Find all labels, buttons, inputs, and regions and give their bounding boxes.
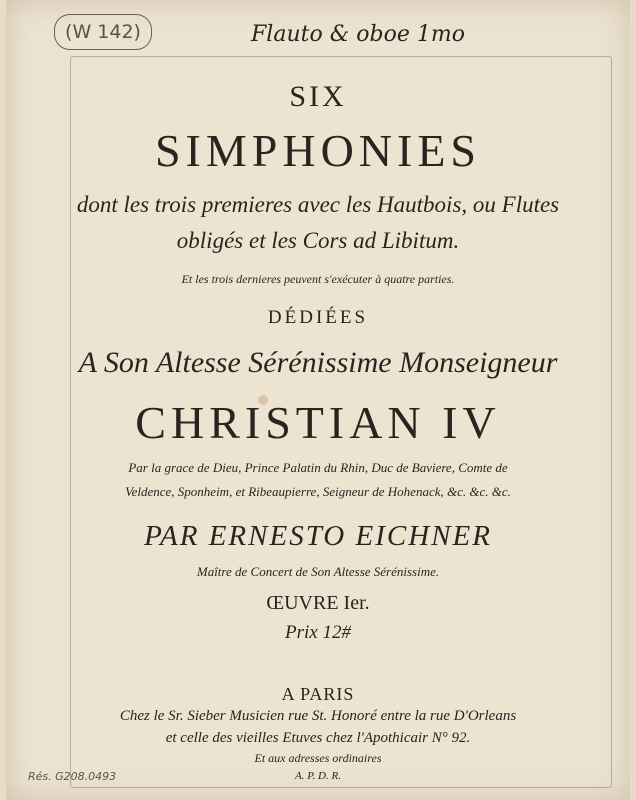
- subtitle-obliges: obligés et les Cors ad Libitum.: [176, 228, 460, 253]
- price: Prix 12#: [285, 622, 351, 643]
- shelfmark: Rés. G208.0493: [28, 770, 117, 783]
- handwritten-part-label: Flauto & oboe 1mo: [251, 22, 465, 47]
- composer-title: Maître de Concert de Son Altesse Sérénissime.: [196, 564, 440, 579]
- titles-line-1: Par la grace de Dieu, Prince Palatin du Rhin, Duc de Baviere, Comte de: [128, 460, 508, 475]
- subtitle-et-trois: Et les trois dernieres peuvent s'exécuter à quatre parties.: [181, 272, 455, 286]
- titles-line-2: Veldence, Sponheim, et Ribeaupierre, Seigneur de Hohenack, &c. &c. &c.: [125, 484, 511, 499]
- library-stamp: (W 142): [54, 14, 152, 50]
- subtitle-dont: dont les trois premieres avec les Hautbois, ou Flutes: [76, 192, 560, 217]
- dediees: DÉDIÉES: [267, 307, 369, 328]
- other-addresses: Et aux adresses ordinaires: [254, 751, 382, 765]
- publisher-city: A PARIS: [281, 684, 355, 704]
- privilege-apdr: A. P. D. R.: [295, 770, 341, 782]
- foxing-spot: [258, 395, 268, 405]
- title-six: SIX: [289, 80, 347, 113]
- publisher-address-1: Chez le Sr. Sieber Musicien rue St. Honoré entre la rue D'Orleans: [119, 708, 517, 724]
- dedicatee-name: CHRISTIAN IV: [135, 397, 501, 448]
- dedication-altesse: A Son Altesse Sérénissime Monseigneur: [78, 346, 558, 379]
- publisher-address-2: et celle des vieilles Etuves chez l'Apothicair N° 92.: [165, 730, 471, 746]
- title-simphonies: SIMPHONIES: [154, 125, 482, 176]
- opus-number: ŒUVRE Ier.: [266, 592, 370, 614]
- composer-name: PAR ERNESTO EICHNER: [144, 520, 492, 552]
